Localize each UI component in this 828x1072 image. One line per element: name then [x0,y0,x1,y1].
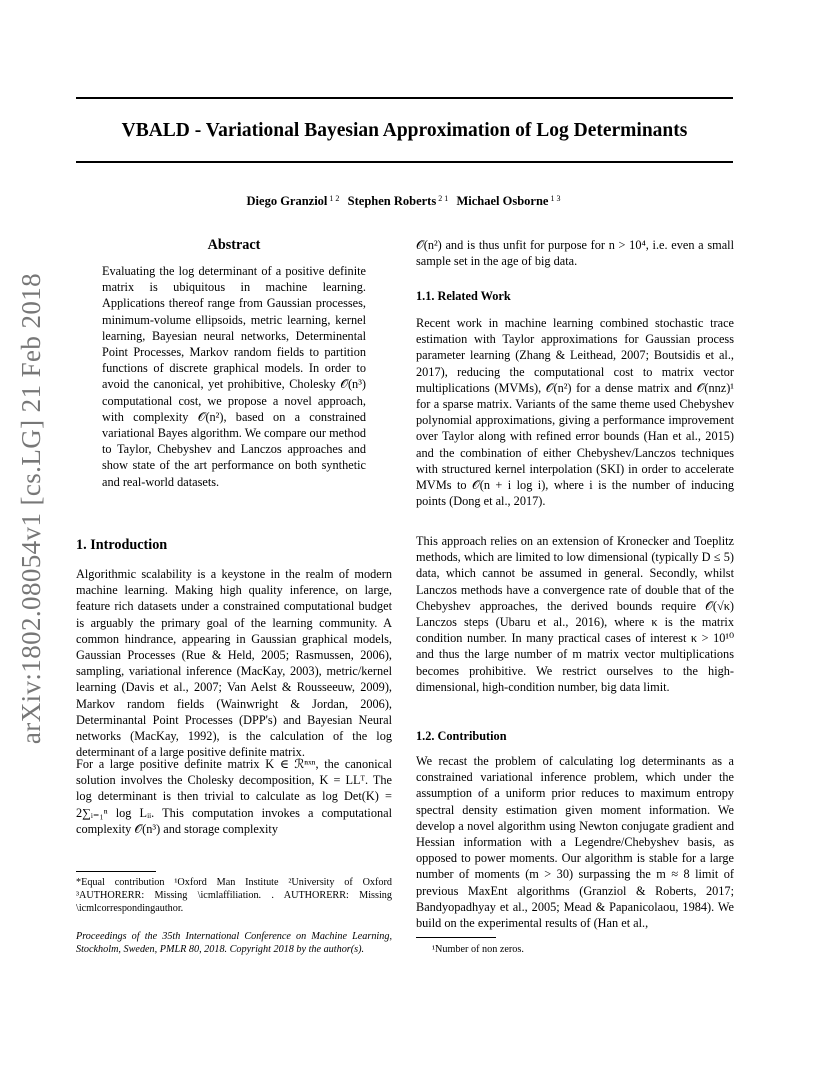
intro-paragraph-2: For a large positive definite matrix K ∈ ℛⁿˣⁿ, the canonical solution involves the Cholesky decomposition, K = LLᵀ. The log determinant is then trivial to calculate as log Det(K) = 2∑ᵢ₌₁ⁿ log Lᵢᵢ. This computation invokes a computational complexity 𝒪(n³) and storage complexity [76,757,392,836]
author-list [76,191,733,209]
author-name: Stephen Roberts [347,194,437,208]
author-name: Diego Granziol [246,194,328,208]
arxiv-stamp [12,272,52,744]
contribution-paragraph: We recast the problem of calculating log determinants as a constrained variational inference problem, which under the assumption of a uniform prior reduces to maximum entropy spectral density estimation given moment information. We develop a novel algorithm using Newton conjugate gradient and Hessian information with a Legendre/Chebyshev basis, as opposed to power moments. Our algorithm is stable for a large number of moments (m > 30) surpassing the m ≈ 8 limit of previous MaxEnt algorithms (Granziol & Roberts, 2017; Bandyopadhyay et al., 2005; Mead & Papanicolaou, 1984). We build on the experimental results of (Han et al., [416,754,734,931]
related-work-paragraph-1: Recent work in machine learning combined stochastic trace estimation with Taylor approximations for Gaussian process parameter learning (Zhang & Leithead, 2007; Boutsidis et al., 2017), reducing the computational cost to matrix vector multiplications (MVMs), 𝒪(n²) for a dense matrix and 𝒪(nnz)¹ for a sparse matrix. Variants of the same theme used Chebyshev polynomial approximations, giving a performance improvement over Taylor along with refined error bounds (Han et al., 2015) and the combination of either Chebyshev/Lanczos techniques with structured kernel interpolation (SKI) in order to accelerate MVMs to 𝒪(n + i log i), where i is the number of inducing points (Dong et al., 2017). [416,316,734,509]
affiliation-footnote: *Equal contribution ¹Oxford Man Institute ²University of Oxford ³AUTHORERR: Missing \icmlaffiliation. . AUTHORERR: Missing \icmlcorrespondingauthor. [76,877,392,914]
author-name: Michael Osborne [456,194,549,208]
abstract-heading: Abstract [207,237,261,253]
author-affiliation: 1 2 [329,194,340,203]
subsection-heading: 1.1. Related Work [416,289,511,303]
intro-continuation: 𝒪(n²) and is thus unfit for purpose for n > 10⁴, i.e. even a small sample set in the age of big data. [416,238,734,269]
top-rule [76,97,733,99]
footnote-rule [416,937,496,938]
author-affiliation: 1 3 [550,194,561,203]
footnote-rule [76,871,156,872]
paper-title: VBALD - Variational Bayesian Approximation of Log Determinants [121,120,688,141]
subsection-heading: 1.2. Contribution [416,729,507,743]
related-work-paragraph-2: This approach relies on an extension of Kronecker and Toeplitz methods, which are limited to low dimensional (typically D ≤ 5) data, which cannot be assumed in general. Secondly, whilst Lanczos methods have a convergence rate of double that of the Chebyshev approaches, the derived bounds require 𝒪(√κ) Lanczos steps (Ubaru et al., 2016), where κ is the matrix condition number. In many practical cases of interest κ > 10¹⁰ and thus the large number of m matrix vector multiplications becomes prohibitive. We restrict ourselves to the high-dimensional, high-condition number, big data limit. [416,534,734,694]
arxiv-id: arXiv:1802.08054v1 [cs.LG] 21 Feb 2018 [16,272,47,744]
intro-paragraph-1: Algorithmic scalability is a keystone in the realm of modern machine learning. Making high quality inference, on large, feature rich datasets under a constrained computational budget is arguably the primary goal of the learning community. A common hindrance, appearing in Gaussian graphical models, Gaussian Processes (Rue & Held, 2005; Rasmussen, 2006), sampling, variational inference (MacKay, 2003), metric/kernel learning (Davis et al., 2007; Van Aelst & Rousseeuw, 2009), Markov random fields (Wainwright & Jordan, 2006), Determinantal Point Processes (DPP's) and Bayesian Neural networks (MacKay, 1992), is the calculation of the log determinant of a large positive definite matrix. [76,567,392,760]
author-affiliation: 2 1 [438,194,449,203]
section-heading: 1. Introduction [76,537,168,553]
title-bottom-rule [76,161,733,163]
abstract-text: Evaluating the log determinant of a positive definite matrix is ubiquitous in machine learning. Applications thereof range from Gaussian processes, minimum-volume ellipsoids, metric learning, kernel learning, Bayesian neural networks, Determinental Point Processes, Markov random fields to partition functions of discrete graphical models. In order to avoid the canonical, yet prohibitive, Cholesky 𝒪(n³) computational cost, we propose a novel approach, with complexity 𝒪(n²), based on a constrained variational Bayes algorithm. We compare our method to Taylor, Chebyshev and Lanczos approaches and show state of the art performance on both synthetic and real-world datasets. [102,264,366,489]
footnote-nnz: ¹Number of non zeros. [432,944,524,955]
proceedings-note: Proceedings of the 35th International Conference on Machine Learning, Stockholm, Sweden, PMLR 80, 2018. Copyright 2018 by the author(s). [76,931,392,955]
